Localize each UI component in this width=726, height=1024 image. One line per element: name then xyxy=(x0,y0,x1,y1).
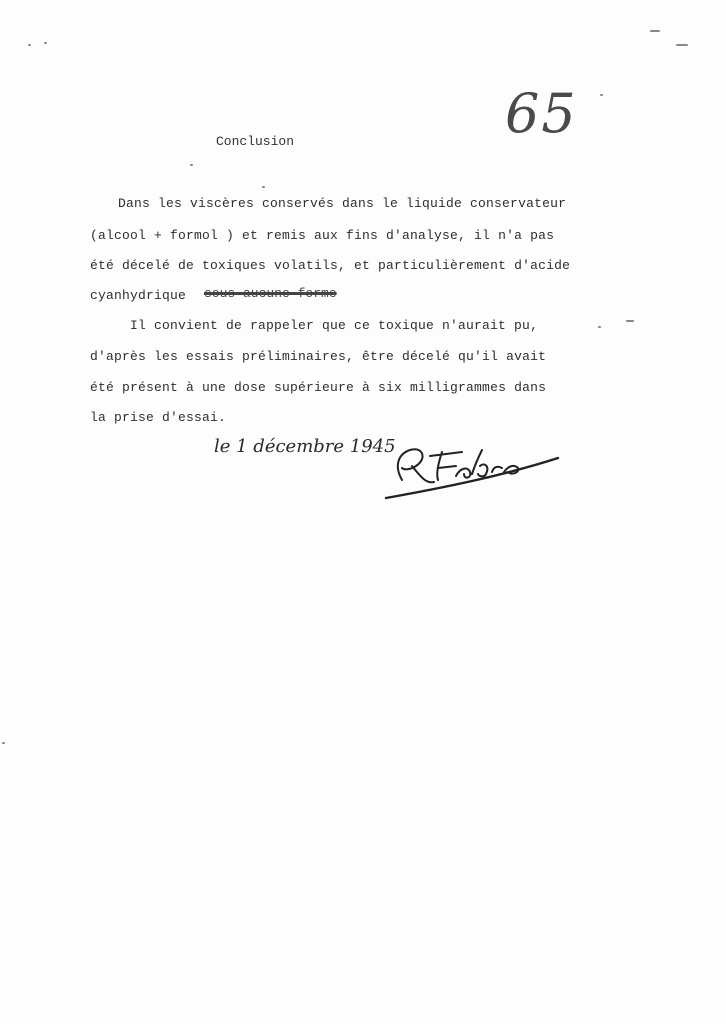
body-line: la prise d'essai. xyxy=(90,410,227,425)
scan-artifact xyxy=(600,94,603,96)
scan-artifact xyxy=(262,186,265,188)
body-line: d'après les essais préliminaires, être décelé qu'il avait xyxy=(90,349,547,364)
body-line: été présent à une dose supérieure à six milligrammes dans xyxy=(90,380,547,395)
page-number: 65 xyxy=(505,82,578,145)
scan-artifact xyxy=(44,42,47,44)
scan-artifact xyxy=(650,30,660,32)
handwritten-date: le 1 décembre 1945 xyxy=(214,436,396,457)
scan-artifact xyxy=(626,320,634,322)
scan-artifact xyxy=(676,44,688,46)
body-line: (alcool + formol ) et remis aux fins d'analyse, il n'a pas xyxy=(90,228,555,243)
body-line: Il convient de rappeler que ce toxique n'aurait pu, xyxy=(130,318,539,333)
struck-through-text: sous aucune forme xyxy=(204,286,337,301)
body-line: cyanhydrique xyxy=(90,288,187,303)
scan-artifact xyxy=(190,164,193,166)
signature xyxy=(372,436,572,506)
scan-artifact xyxy=(28,44,31,46)
scan-artifact xyxy=(598,326,601,328)
page-title: Conclusion xyxy=(216,134,295,149)
body-line: Dans les viscères conservés dans le liquide conservateur xyxy=(118,196,567,211)
scan-artifact xyxy=(2,742,5,744)
body-line: été décelé de toxiques volatils, et particulièrement d'acide xyxy=(90,258,571,273)
